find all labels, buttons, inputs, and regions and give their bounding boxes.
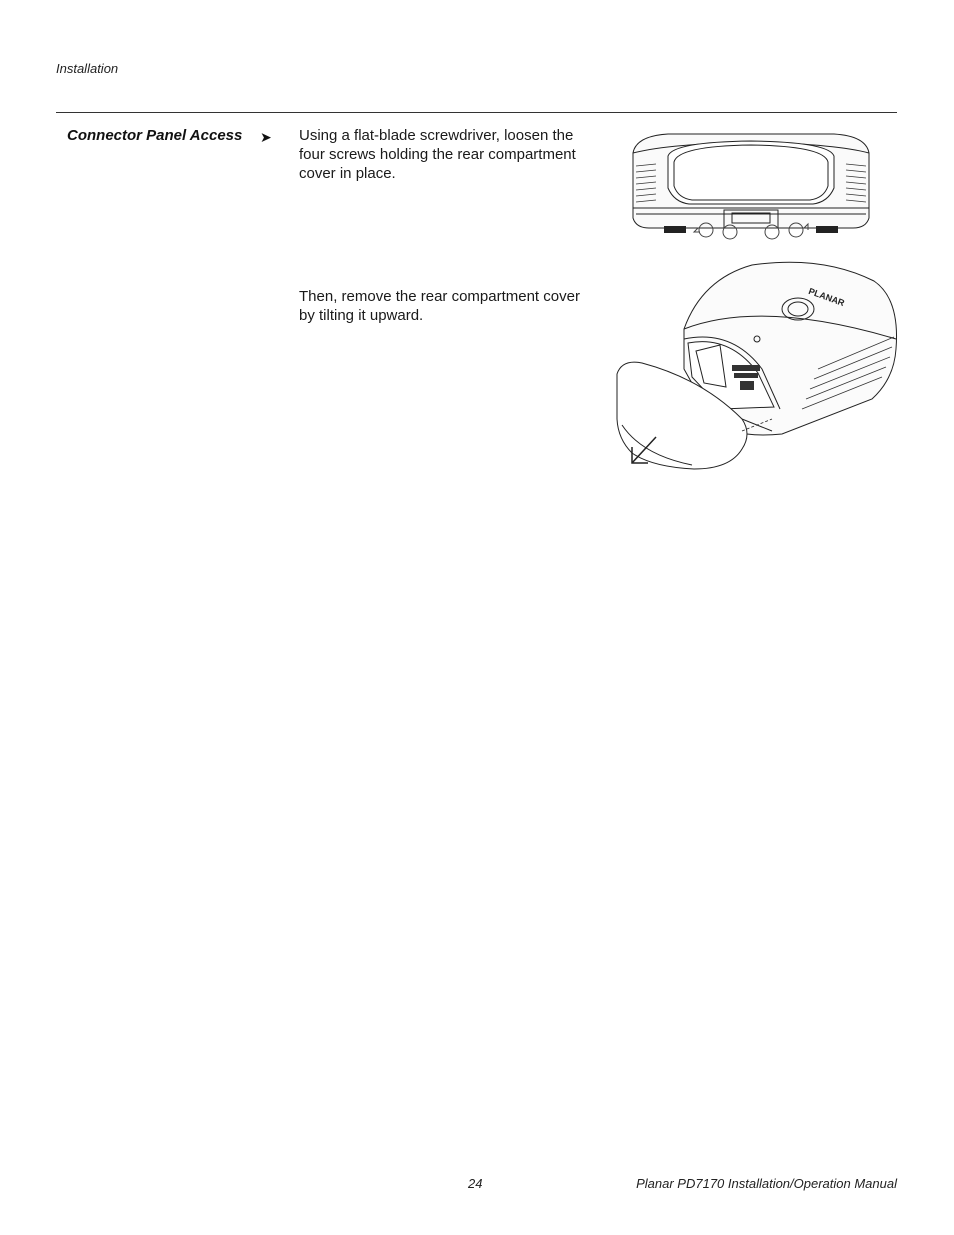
projector-rear-view-illustration <box>628 128 874 240</box>
planar-logo: PLANAR <box>807 285 846 309</box>
header-rule <box>56 112 897 113</box>
step-2-text: Then, remove the rear compartment cover by tilting it upward. <box>299 288 580 324</box>
step-1-text: Using a flat-blade screwdriver, loosen the four screws holding the rear compartment cover in place. <box>299 127 576 182</box>
section-title: Connector Panel Access <box>67 127 243 144</box>
cover-removal-illustration <box>612 259 902 477</box>
manual-title: Planar PD7170 Installation/Operation Manual <box>636 1176 897 1191</box>
page-number: 24 <box>468 1176 483 1191</box>
running-header: Installation <box>56 61 119 76</box>
arrow-icon: ➤ <box>260 129 272 145</box>
